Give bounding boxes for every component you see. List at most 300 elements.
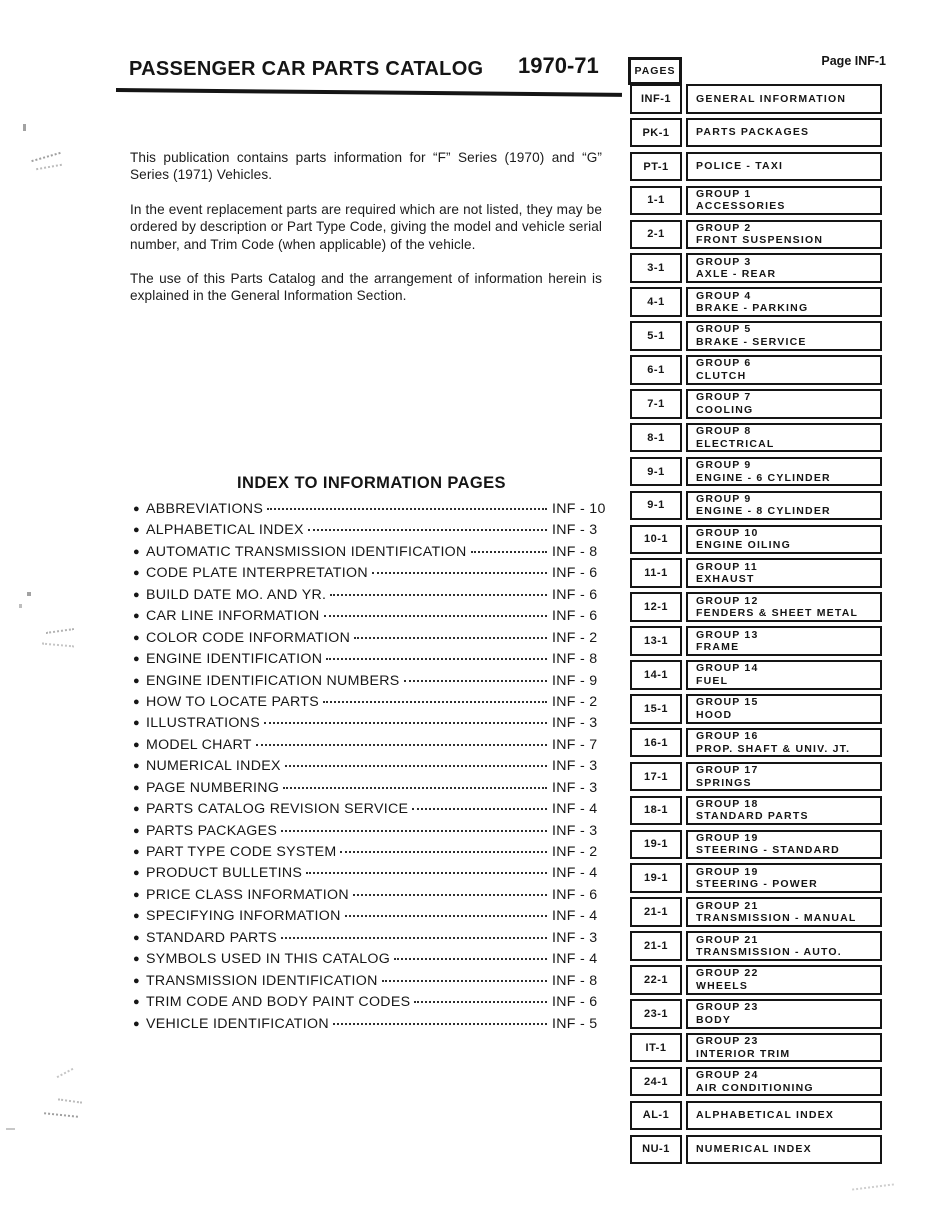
index-item-label: MODEL CHART xyxy=(145,736,252,753)
row-description xyxy=(686,1135,882,1165)
pages-table-row xyxy=(630,253,882,283)
row-page-code: 4-1 xyxy=(630,287,682,317)
row-description xyxy=(686,863,882,893)
index-item xyxy=(133,565,610,586)
row-description-line2: STANDARD PARTS xyxy=(696,810,809,823)
bullet-icon: ● xyxy=(133,653,140,666)
scan-artifact xyxy=(6,1128,15,1130)
row-description-line2: ENGINE OILING xyxy=(696,539,791,552)
row-description-line2: ENGINE - 6 CYLINDER xyxy=(696,471,831,484)
dotted-leader xyxy=(471,551,547,553)
intro-paragraph: In the event replacement parts are required which are not listed, they may be ordered by description or Part Type Code, giving the model and vehicle serial number, and Trim Code (when applicable) of the vehicle. xyxy=(130,201,602,252)
row-description-line1: GROUP 15 xyxy=(696,696,759,709)
row-description xyxy=(686,660,882,690)
row-description xyxy=(686,830,882,860)
pages-table-row xyxy=(630,491,882,521)
bullet-icon: ● xyxy=(133,545,140,558)
row-page-code: 11-1 xyxy=(630,558,682,588)
row-page-code: 21-1 xyxy=(630,897,682,927)
scan-artifact xyxy=(44,1112,78,1118)
row-description-line2: FUEL xyxy=(696,674,729,687)
scan-artifact xyxy=(42,643,74,648)
index-item xyxy=(133,694,610,715)
dotted-leader xyxy=(340,851,547,853)
row-description-line1: GROUP 7 xyxy=(696,391,752,404)
index-item-page: INF - 4 xyxy=(552,951,598,968)
catalog-title: PASSENGER CAR PARTS CATALOG xyxy=(129,58,484,80)
pages-table-row xyxy=(630,694,882,724)
scan-artifact xyxy=(27,592,31,596)
pages-table xyxy=(630,84,882,1169)
row-page-code: NU-1 xyxy=(630,1135,682,1165)
bullet-icon: ● xyxy=(133,631,140,644)
row-description xyxy=(686,321,882,351)
pages-table-row xyxy=(630,660,882,690)
row-description xyxy=(686,931,882,961)
pages-table-row xyxy=(630,152,882,182)
bullet-icon: ● xyxy=(133,674,140,687)
dotted-leader xyxy=(306,872,547,874)
row-description-line2: AXLE - REAR xyxy=(696,268,777,281)
row-description-line1: GROUP 24 xyxy=(696,1069,759,1082)
catalog-edition: 1970-71 xyxy=(518,53,599,78)
row-description-line1: GROUP 10 xyxy=(696,526,759,539)
row-description-line1: GROUP 21 xyxy=(696,933,759,946)
index-item-page: INF - 2 xyxy=(552,693,598,710)
bullet-icon: ● xyxy=(133,1017,140,1030)
row-description-line2: INTERIOR TRIM xyxy=(696,1047,791,1060)
row-description xyxy=(686,220,882,250)
index-item-label: PART TYPE CODE SYSTEM xyxy=(145,844,337,860)
row-page-code: 19-1 xyxy=(630,830,682,860)
index-item-label: STANDARD PARTS xyxy=(145,929,278,946)
index-item xyxy=(133,522,610,543)
row-page-code: 12-1 xyxy=(630,592,682,622)
row-description xyxy=(686,1067,882,1097)
row-description-line1: GROUP 17 xyxy=(696,764,759,777)
row-description-line2: FRONT SUSPENSION xyxy=(696,234,824,247)
index-item xyxy=(133,630,610,651)
index-item-page: INF - 5 xyxy=(552,1015,598,1032)
pages-table-row xyxy=(630,1067,882,1097)
dotted-leader xyxy=(267,508,547,510)
row-page-code: 9-1 xyxy=(630,491,682,521)
index-item-label: PARTS CATALOG REVISION SERVICE xyxy=(145,801,409,818)
index-item-label: PARTS PACKAGES xyxy=(145,822,278,839)
bullet-icon: ● xyxy=(133,760,140,773)
row-page-code: 8-1 xyxy=(630,423,682,453)
bullet-icon: ● xyxy=(133,567,140,580)
index-item-label: TRANSMISSION IDENTIFICATION xyxy=(145,972,378,989)
dotted-leader xyxy=(281,937,547,939)
index-item-label: ALPHABETICAL INDEX xyxy=(145,522,304,539)
index-item xyxy=(133,865,610,886)
row-description xyxy=(686,355,882,385)
dotted-leader xyxy=(256,744,547,746)
scan-artifact xyxy=(58,1098,82,1103)
row-description-line1: GROUP 23 xyxy=(696,1001,759,1014)
index-item-label: AUTOMATIC TRANSMISSION IDENTIFICATION xyxy=(145,543,467,560)
row-description xyxy=(686,423,882,453)
row-description-line1: GROUP 4 xyxy=(696,289,752,302)
row-description xyxy=(686,457,882,487)
row-description xyxy=(686,762,882,792)
scan-artifact xyxy=(57,1068,74,1078)
index-item-page: INF - 4 xyxy=(552,865,598,882)
row-page-code: 1-1 xyxy=(630,186,682,216)
row-description-line1: GROUP 21 xyxy=(696,899,759,912)
index-item-page: INF - 3 xyxy=(552,779,598,796)
index-item-page: INF - 9 xyxy=(552,672,598,689)
intro-paragraph: The use of this Parts Catalog and the arrangement of information herein is explained in the General Information Section. xyxy=(130,271,602,304)
index-item xyxy=(133,544,610,565)
row-description-line2: PROP. SHAFT & UNIV. JT. xyxy=(696,742,851,755)
pages-table-row xyxy=(630,220,882,250)
index-item-page: INF - 6 xyxy=(552,886,598,903)
row-description-line2: ACCESSORIES xyxy=(696,200,786,213)
index-item-label: BUILD DATE MO. AND YR. xyxy=(145,586,327,603)
index-item-label: ABBREVIATIONS xyxy=(145,501,264,517)
index-item-page: INF - 6 xyxy=(552,608,598,625)
row-description xyxy=(686,999,882,1029)
pages-table-row xyxy=(630,1033,882,1063)
pages-table-row xyxy=(630,626,882,656)
bullet-icon: ● xyxy=(133,888,140,901)
scan-artifact xyxy=(23,124,26,131)
title-underline xyxy=(116,88,622,97)
row-description-line2: BODY xyxy=(696,1013,732,1026)
row-page-code: 18-1 xyxy=(630,796,682,826)
index-item xyxy=(133,973,610,994)
row-page-code: PK-1 xyxy=(630,118,682,148)
row-page-code: 2-1 xyxy=(630,220,682,250)
row-description-line1: GROUP 9 xyxy=(696,492,752,505)
index-item-page: INF - 8 xyxy=(552,543,598,560)
row-description xyxy=(686,287,882,317)
row-description-line2: BRAKE - PARKING xyxy=(696,302,809,315)
index-item-label: PRODUCT BULLETINS xyxy=(145,865,303,882)
row-description xyxy=(686,592,882,622)
index-item xyxy=(133,673,610,694)
row-description-line2: FENDERS & SHEET METAL xyxy=(696,607,859,620)
row-description-line2: HOOD xyxy=(696,708,733,721)
row-description-line1: POLICE - TAXI xyxy=(696,160,784,173)
index-item-page: INF - 10 xyxy=(552,501,606,517)
index-item xyxy=(133,608,610,629)
page-number-label: Page INF-1 xyxy=(821,54,886,68)
row-description-line1: GROUP 2 xyxy=(696,221,752,234)
index-item-page: INF - 6 xyxy=(552,994,598,1011)
index-item xyxy=(133,501,610,522)
index-item xyxy=(133,994,610,1015)
row-description xyxy=(686,84,882,114)
row-description xyxy=(686,1101,882,1131)
index-item-label: CAR LINE INFORMATION xyxy=(145,608,320,625)
bullet-icon: ● xyxy=(133,867,140,880)
row-page-code: IT-1 xyxy=(630,1033,682,1063)
index-item xyxy=(133,651,610,672)
pages-table-row xyxy=(630,287,882,317)
dotted-leader xyxy=(283,787,547,789)
pages-table-row xyxy=(630,965,882,995)
index-item xyxy=(133,801,610,822)
row-page-code: 16-1 xyxy=(630,728,682,758)
dotted-leader xyxy=(285,765,547,767)
row-page-code: 21-1 xyxy=(630,931,682,961)
row-description-line1: GROUP 5 xyxy=(696,323,752,336)
scan-artifact xyxy=(31,152,60,162)
bullet-icon: ● xyxy=(133,974,140,987)
row-page-code: 5-1 xyxy=(630,321,682,351)
index-item-label: VEHICLE IDENTIFICATION xyxy=(145,1015,329,1032)
row-page-code: 24-1 xyxy=(630,1067,682,1097)
index-item-page: INF - 3 xyxy=(552,822,598,839)
row-description-line1: GROUP 14 xyxy=(696,662,759,675)
row-description xyxy=(686,626,882,656)
index-item xyxy=(133,930,610,951)
pages-column-header xyxy=(628,57,682,85)
index-item-page: INF - 4 xyxy=(552,801,598,818)
row-description-line2: WHEELS xyxy=(696,979,749,992)
row-description-line1: GROUP 12 xyxy=(696,594,759,607)
dotted-leader xyxy=(323,701,547,703)
index-item-label: NUMERICAL INDEX xyxy=(145,758,281,775)
bullet-icon: ● xyxy=(133,588,140,601)
row-description xyxy=(686,152,882,182)
row-description xyxy=(686,897,882,927)
index-item-label: TRIM CODE AND BODY PAINT CODES xyxy=(145,994,411,1011)
index-item xyxy=(133,887,610,908)
row-description xyxy=(686,694,882,724)
row-description xyxy=(686,118,882,148)
row-description-line1: GENERAL INFORMATION xyxy=(696,92,847,105)
dotted-leader xyxy=(324,615,547,617)
pages-table-row xyxy=(630,897,882,927)
row-description-line2: SPRINGS xyxy=(696,776,752,789)
bullet-icon: ● xyxy=(133,717,140,730)
bullet-icon: ● xyxy=(133,803,140,816)
dotted-leader xyxy=(330,594,547,596)
pages-table-row xyxy=(630,592,882,622)
index-item-label: SPECIFYING INFORMATION xyxy=(145,908,341,925)
row-description-line2: BRAKE - SERVICE xyxy=(696,335,807,348)
pages-table-row xyxy=(630,118,882,148)
row-description xyxy=(686,558,882,588)
row-description xyxy=(686,253,882,283)
bullet-icon: ● xyxy=(133,503,140,515)
dotted-leader xyxy=(264,722,547,724)
row-description-line1: GROUP 9 xyxy=(696,459,752,472)
row-description-line2: STEERING - POWER xyxy=(696,878,818,891)
row-description-line1: GROUP 16 xyxy=(696,730,759,743)
index-item xyxy=(133,1016,610,1037)
pages-table-row xyxy=(630,186,882,216)
bullet-icon: ● xyxy=(133,953,140,966)
row-description xyxy=(686,525,882,555)
index-item xyxy=(133,715,610,736)
bullet-icon: ● xyxy=(133,996,140,1009)
pages-table-row xyxy=(630,863,882,893)
pages-table-row xyxy=(630,389,882,419)
index-item-label: PAGE NUMBERING xyxy=(145,779,280,796)
scan-artifact xyxy=(852,1183,894,1190)
row-description xyxy=(686,796,882,826)
row-page-code: 15-1 xyxy=(630,694,682,724)
row-description-line1: GROUP 19 xyxy=(696,865,759,878)
bullet-icon: ● xyxy=(133,738,140,751)
row-page-code: 13-1 xyxy=(630,626,682,656)
row-page-code: 22-1 xyxy=(630,965,682,995)
dotted-leader xyxy=(333,1023,547,1025)
row-page-code: INF-1 xyxy=(630,84,682,114)
index-item xyxy=(133,844,610,865)
row-page-code: 17-1 xyxy=(630,762,682,792)
index-item-label: SYMBOLS USED IN THIS CATALOG xyxy=(145,951,391,968)
pages-table-row xyxy=(630,931,882,961)
dotted-leader xyxy=(354,637,547,639)
row-description-line1: GROUP 3 xyxy=(696,255,752,268)
row-page-code: PT-1 xyxy=(630,152,682,182)
row-page-code: AL-1 xyxy=(630,1101,682,1131)
pages-table-row xyxy=(630,1135,882,1165)
row-page-code: 7-1 xyxy=(630,389,682,419)
bullet-icon: ● xyxy=(133,524,140,537)
row-description-line1: GROUP 23 xyxy=(696,1035,759,1048)
index-item-label: CODE PLATE INTERPRETATION xyxy=(145,565,368,582)
row-description-line1: ALPHABETICAL INDEX xyxy=(696,1109,835,1122)
bullet-icon: ● xyxy=(133,824,140,837)
index-item-page: INF - 6 xyxy=(552,586,598,603)
scan-artifact xyxy=(46,628,74,634)
row-description xyxy=(686,728,882,758)
pages-table-row xyxy=(630,1101,882,1131)
scan-artifact xyxy=(36,164,62,170)
intro-paragraphs xyxy=(130,149,602,322)
index-item-label: HOW TO LOCATE PARTS xyxy=(145,693,320,710)
index-item-page: INF - 3 xyxy=(552,715,598,732)
row-description-line1: GROUP 6 xyxy=(696,357,752,370)
pages-table-row xyxy=(630,321,882,351)
row-description-line2: ELECTRICAL xyxy=(696,437,775,450)
pages-table-row xyxy=(630,457,882,487)
row-description xyxy=(686,1033,882,1063)
dotted-leader xyxy=(308,529,547,531)
dotted-leader xyxy=(404,680,547,682)
dotted-leader xyxy=(382,980,547,982)
index-heading: INDEX TO INFORMATION PAGES xyxy=(237,474,506,492)
row-page-code: 10-1 xyxy=(630,525,682,555)
row-description-line2: FRAME xyxy=(696,641,740,653)
index-item-page: INF - 8 xyxy=(552,972,598,989)
intro-paragraph: This publication contains parts information for “F” Series (1970) and “G” Series (1971) Vehicles. xyxy=(130,150,602,183)
index-item-page: INF - 2 xyxy=(552,629,598,646)
row-description-line1: NUMERICAL INDEX xyxy=(696,1143,812,1156)
dotted-leader xyxy=(372,572,547,574)
bullet-icon: ● xyxy=(133,846,140,858)
index-item xyxy=(133,908,610,929)
row-description-line1: PARTS PACKAGES xyxy=(696,126,810,139)
index-item xyxy=(133,823,610,844)
row-description-line2: COOLING xyxy=(696,403,754,416)
index-section xyxy=(133,474,610,1037)
dotted-leader xyxy=(345,915,547,917)
row-description xyxy=(686,491,882,521)
bullet-icon: ● xyxy=(133,610,140,623)
row-page-code: 19-1 xyxy=(630,863,682,893)
index-item-label: PRICE CLASS INFORMATION xyxy=(145,886,349,903)
pages-table-row xyxy=(630,728,882,758)
row-page-code: 23-1 xyxy=(630,999,682,1029)
pages-table-row xyxy=(630,830,882,860)
index-item-label: COLOR CODE INFORMATION xyxy=(145,629,351,646)
pages-table-row xyxy=(630,999,882,1029)
row-description-line2: TRANSMISSION - AUTO. xyxy=(696,946,842,959)
index-item-page: INF - 3 xyxy=(552,929,598,946)
row-description-line1: GROUP 1 xyxy=(696,187,752,200)
index-item-label: ILLUSTRATIONS xyxy=(145,715,260,732)
index-item-page: INF - 8 xyxy=(552,651,598,668)
row-description-line2: AIR CONDITIONING xyxy=(696,1081,814,1094)
index-item-label: ENGINE IDENTIFICATION NUMBERS xyxy=(145,672,400,689)
row-description-line2: TRANSMISSION - MANUAL xyxy=(696,912,857,925)
dotted-leader xyxy=(281,830,547,832)
row-page-code: 14-1 xyxy=(630,660,682,690)
bullet-icon: ● xyxy=(133,931,140,944)
pages-table-row xyxy=(630,558,882,588)
row-page-code: 3-1 xyxy=(630,253,682,283)
index-item xyxy=(133,587,610,608)
row-description-line1: GROUP 11 xyxy=(696,560,758,573)
row-description-line1: GROUP 13 xyxy=(696,628,759,641)
pages-table-row xyxy=(630,525,882,555)
row-description xyxy=(686,389,882,419)
dotted-leader xyxy=(326,658,547,660)
row-description-line2: EXHAUST xyxy=(696,573,755,586)
dotted-leader xyxy=(414,1001,547,1003)
index-item-page: INF - 7 xyxy=(552,736,598,753)
pages-table-row xyxy=(630,423,882,453)
row-page-code: 9-1 xyxy=(630,457,682,487)
row-description xyxy=(686,186,882,216)
index-item-page: INF - 6 xyxy=(552,565,598,582)
index-item-label: ENGINE IDENTIFICATION xyxy=(145,651,323,668)
row-description xyxy=(686,965,882,995)
bullet-icon: ● xyxy=(133,910,140,923)
row-description-line2: STEERING - STANDARD xyxy=(696,844,840,857)
dotted-leader xyxy=(412,808,547,810)
bullet-icon: ● xyxy=(133,781,140,794)
scan-artifact xyxy=(19,604,22,608)
row-description-line1: GROUP 8 xyxy=(696,425,752,438)
dotted-leader xyxy=(394,958,547,960)
index-item-page: INF - 3 xyxy=(552,758,598,775)
index-item-page: INF - 4 xyxy=(552,908,598,925)
index-item-page: INF - 3 xyxy=(552,522,598,539)
index-item xyxy=(133,758,610,779)
pages-column-label: PAGES xyxy=(634,65,676,77)
dotted-leader xyxy=(353,894,547,896)
row-description-line2: ENGINE - 8 CYLINDER xyxy=(696,505,831,518)
index-item-page: INF - 2 xyxy=(552,844,598,860)
row-description-line1: GROUP 22 xyxy=(696,967,759,980)
row-description-line1: GROUP 18 xyxy=(696,797,759,810)
index-list xyxy=(133,501,610,1037)
row-page-code: 6-1 xyxy=(630,355,682,385)
pages-table-row xyxy=(630,355,882,385)
index-item xyxy=(133,737,610,758)
index-item xyxy=(133,951,610,972)
pages-table-row xyxy=(630,84,882,114)
